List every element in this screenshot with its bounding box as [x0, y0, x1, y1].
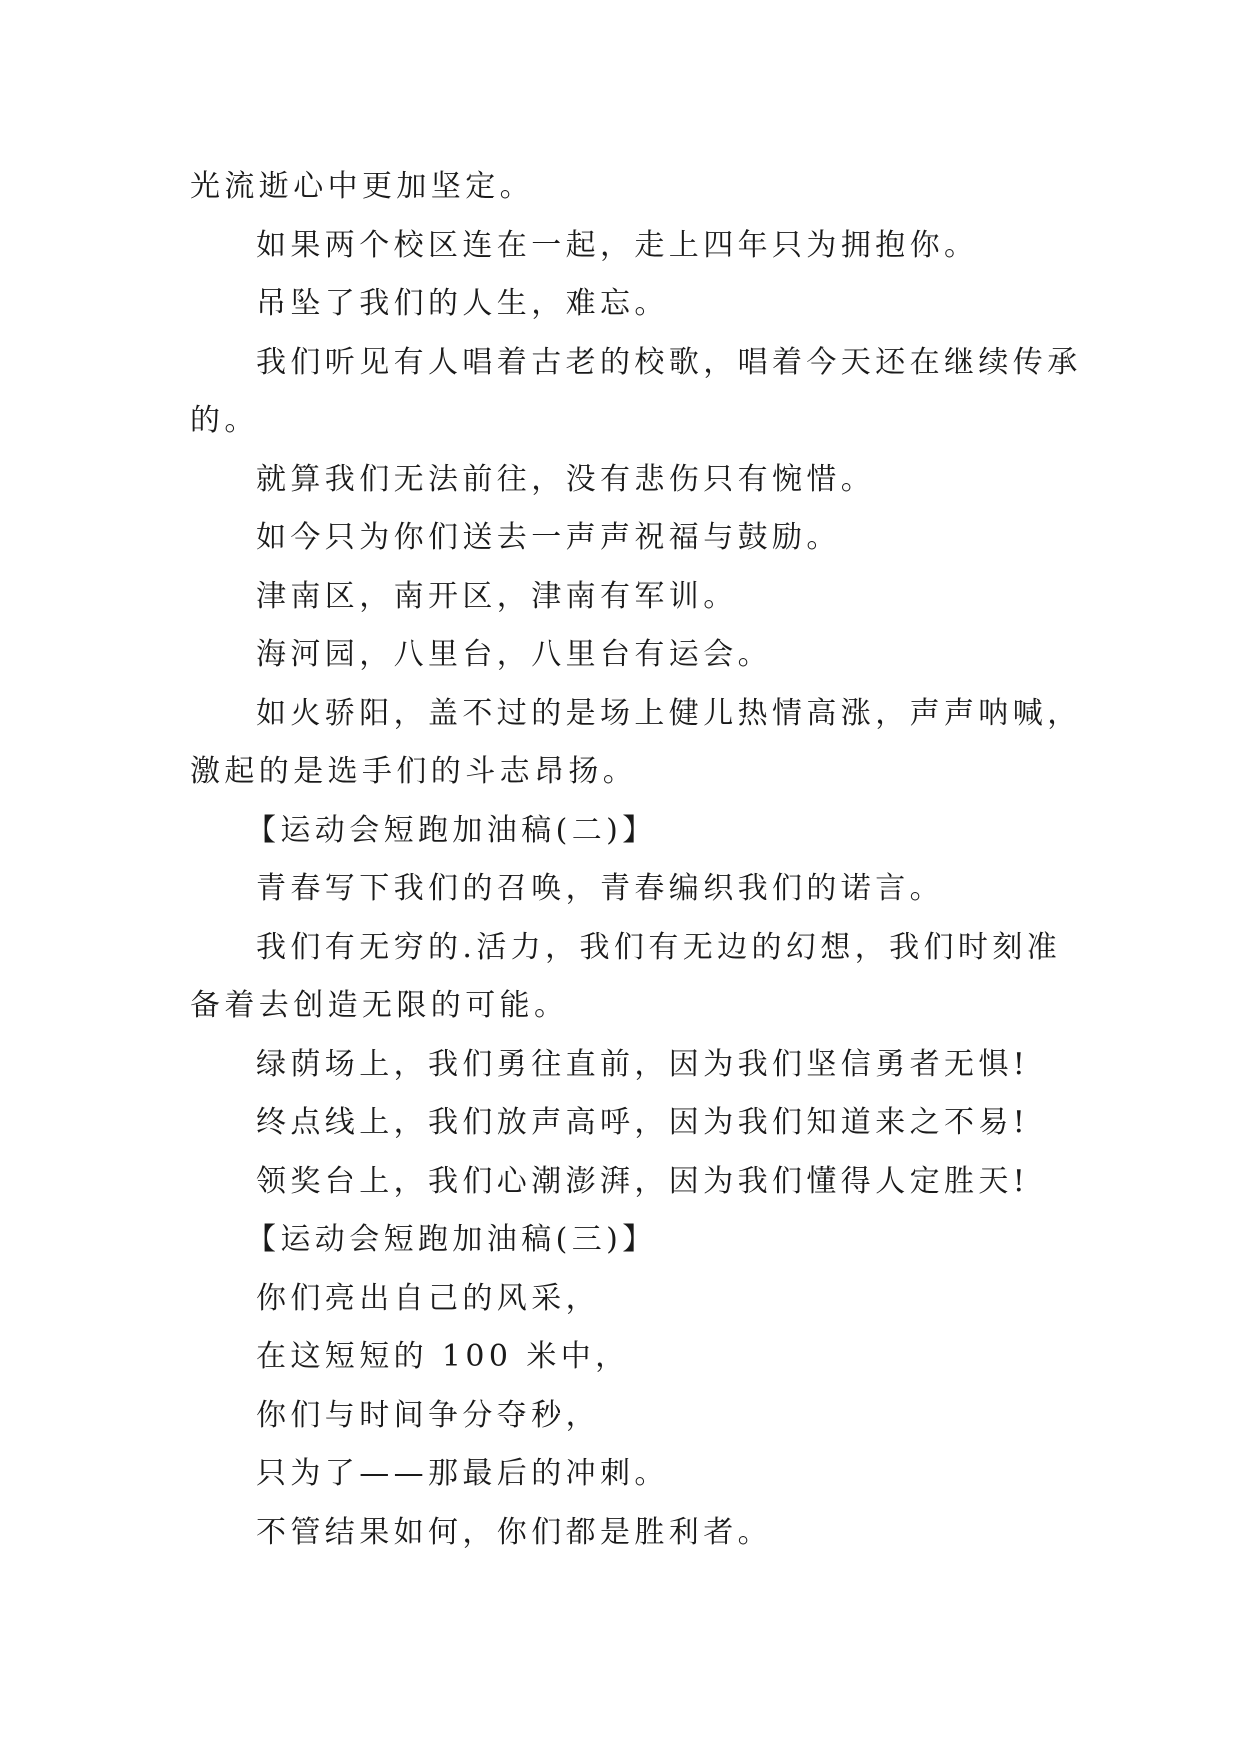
paragraph-continuation: 激起的是选手们的斗志昂扬。 — [190, 754, 638, 789]
section-heading: 【运动会短跑加油稿(三)】 — [246, 1222, 657, 1257]
section-heading: 【运动会短跑加油稿(二)】 — [246, 812, 657, 848]
paragraph: 不管结果如何，你们都是胜利者。 — [256, 1514, 772, 1550]
paragraph: 就算我们无法前往，没有悲伤只有惋惜。 — [256, 461, 876, 497]
paragraph: 绿荫场上，我们勇往直前，因为我们坚信勇者无惧! — [256, 1046, 1030, 1082]
paragraph: 我们有无穷的.活力，我们有无边的幻想，我们时刻准 — [256, 929, 1062, 965]
paragraph: 吊坠了我们的人生，难忘。 — [256, 286, 669, 321]
paragraph: 我们听见有人唱着古老的校歌，唱着今天还在继续传承 — [256, 344, 1082, 380]
paragraph: 你们亮出自己的风采， — [256, 1280, 600, 1316]
paragraph-continuation: 备着去创造无限的可能。 — [190, 988, 569, 1023]
paragraph: 领奖台上，我们心潮澎湃，因为我们懂得人定胜天! — [256, 1163, 1030, 1199]
paragraph: 津南区，南开区，津南有军训。 — [256, 578, 738, 614]
paragraph: 如今只为你们送去一声声祝福与鼓励。 — [256, 520, 841, 555]
paragraph: 终点线上，我们放声高呼，因为我们知道来之不易! — [256, 1105, 1030, 1140]
document-body — [190, 158, 1082, 1562]
paragraph: 在这短短的 100 米中， — [256, 1339, 630, 1374]
paragraph: 你们与时间争分夺秒， — [256, 1397, 600, 1433]
paragraph-continuation: 光流逝心中更加坚定。 — [190, 169, 534, 204]
paragraph: 如火骄阳，盖不过的是场上健儿热情高涨，声声呐喊， — [256, 695, 1082, 731]
paragraph-continuation: 的。 — [190, 403, 259, 438]
paragraph: 青春写下我们的召唤，青春编织我们的诺言。 — [256, 871, 944, 906]
paragraph: 如果两个校区连在一起，走上四年只为拥抱你。 — [256, 227, 979, 263]
paragraph: 海河园，八里台，八里台有运会。 — [256, 637, 772, 672]
paragraph: 只为了——那最后的冲刺。 — [256, 1456, 669, 1491]
